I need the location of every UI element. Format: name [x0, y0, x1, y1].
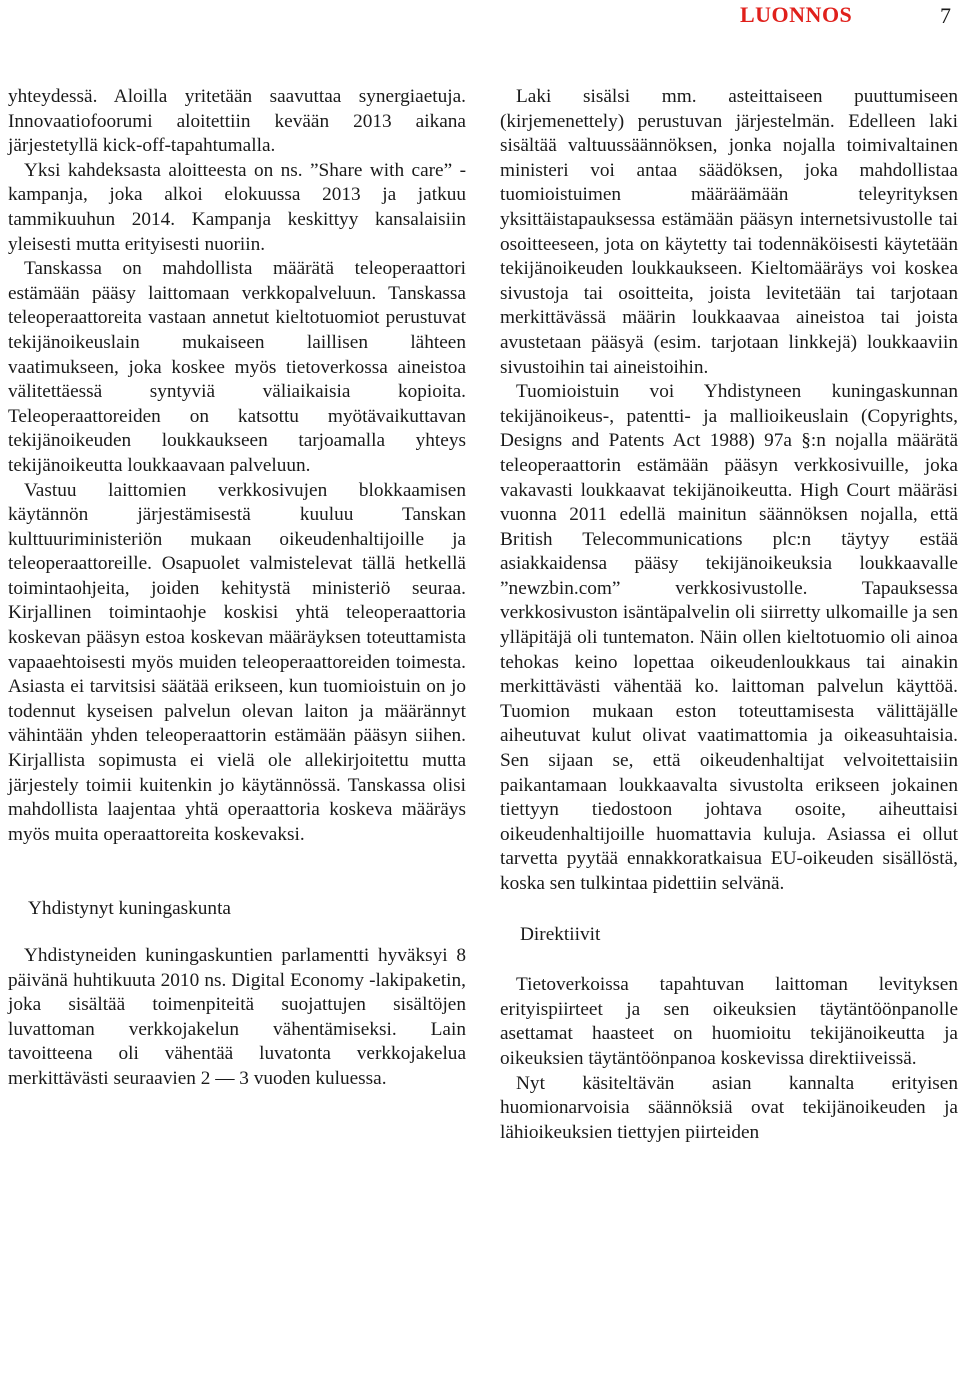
page-header: [0, 0, 960, 30]
paragraph: yhteydessä. Aloilla yritetään saavuttaa synergiaetuja. Innovaatiofoorumi aloitettiin kevään 2013 aikana järjestetyllä kick-off-tapahtumalla.: [8, 86, 466, 157]
draft-label: LUONNOS: [740, 2, 853, 27]
paragraph: Tietoverkoissa tapahtuvan laittoman levityksen erityispiirteet ja sen oikeuksien täytäntöönpanolle asettamat haasteet on huomioitu tekijänoikeutta ja oikeuksien täytäntöönpanoa koskevissa direktiiveissä.: [500, 974, 958, 1069]
right-column: [500, 85, 958, 1145]
paragraph: Yksi kahdeksasta aloitteesta on ns. ”Share with care” - kampanja, joka alkoi elokuussa 2013 ja jatkuu tammikuuhun 2014. Kampanja keskittyy kansalaisiin yleisesti mutta erityisesti nuoriin.: [8, 159, 466, 255]
paragraph: Tuomioistuin voi Yhdistyneen kuningaskunnan tekijänoikeus-, patentti- ja mallioikeuslain (Copyrights, Designs and Patents Act 1988) 97a §:n nojalla määrätä teleoperaattorin estämään pääsyn verkkosivuille, joka vakavasti loukkaavat tekijänoikeutta. High Court määräsi vuonna 2011 edellä mainitun säännöksen nojalla, että British Telecommunications plc:n täytyy estää asiakkaidensa pääsy tekijänoikeuksia loukkaavalle ”newzbin.com” verkkosivustolle. Tapauksessa verkkosivuston isäntäpalvelin oli siirretty ulkomaille ja sen ylläpitäjä oli tuntematon. Näin ollen kieltotuomio oli ainoa tehokas keino lopettaa oikeudenloukkaus tai ainakin merkittävästi vähentää ko. laittoman palvelun käyttöä. Tuomion mukaan eston toteuttamisesta välittäjälle aiheutuvat kulut olivat vaatimattomia ja oikeasuhtaisia. Sen sijaan se, että oikeudenhaltijat velvoitettaisiin paikantamaan loukkaavalta sivustolta erikseen jokainen tiettyyn tiedostoon johtava osoite, aiheuttaisi oikeudenhaltijoille huomattavia kuluja. Asiassa ei ollut tarvetta pyytää ennakkoratkaisua EU-oikeuden sisällöstä, koska sen tulkintaa pidettiin selvänä.: [500, 381, 958, 894]
paragraph: Yhdistyneiden kuningaskuntien parlamentti hyväksyi 8 päivänä huhtikuuta 2010 ns. Digital Economy -lakipaketin, joka sisältää toimenpiteitä suojattujen sisältöjen luvattoman verkkojakelun vähentämiseksi. Lain tavoitteena oli vähentää luvatonta verkkojakelua merkittävästi seuraavien 2 — 3 vuoden kuluessa.: [8, 945, 466, 1089]
left-column: [8, 85, 466, 1092]
section-heading: Direktiivit: [520, 923, 601, 945]
paragraph: Nyt käsiteltävän asian kannalta erityisen huomionarvoisia säännöksiä ovat tekijänoikeuden ja lähioikeuksien tiettyjen piirteiden: [500, 1072, 958, 1143]
page-number: 7: [940, 3, 951, 28]
paragraph: Tanskassa on mahdollista määrätä teleoperaattori estämään pääsy laittomaan verkkopalveluun. Tanskassa teleoperaattoreita vastaan annetut kieltotuomiot perustuvat tekijänoikeuslain mukaiseen laillisen lähteen vaatimukseen, joka koskee myös tietoverkossa aineistoa välitettäessä syntyviä väliaikaisia kopioita. Teleoperaattoreiden on katsottu myötävaikuttavan tekijänoikeuden loukkaukseen tarjoamalla yhteys tekijänoikeutta loukkaavaan palveluun.: [8, 258, 466, 476]
paragraph: Laki sisälsi mm. asteittaiseen puuttumiseen (kirjemenettely) perustuvan järjestelmän. Edelleen laki sisältää valtuussäännöksen, jonka nojalla toimivaltainen ministeri voi antaa säädöksen, joka mahdollistaa tuomioistuimen määräämään teleyrityksen yksittäistapauksessa estämään pääsyn internetsivustolle tai osoitteeseen, jota on käytetty tai todennäköisesti käytetään tekijänoikeuden loukkaukseen. Kieltomääräys voi koskea sivustoja tai osoitteita, joista levitetään tai tarjotaan merkittävässä määrin loukkaavaa aineistoa tai joista avustetaan pääsyä (esim. tarjotaan linkkejä) loukkaaviin sivustoihin tai aineistoihin.: [500, 86, 958, 378]
paragraph: Vastuu laittomien verkkosivujen blokkaamisen käytännön järjestämisestä kuuluu Tanskan kulttuuriministeriön mukaan oikeudenhaltijoille ja teleoperaattoreille. Osapuolet valmistelevat tällä hetkellä toimintaohjeita, joiden kehitystä ministeriö seuraa. Kirjallinen toimintaohje koskisi yhtä teleoperaattoria koskevan pääsyn estoa koskevan määräyksen toteuttamista vapaaehtoisesti myös muiden teleoperaattoreiden toimesta. Asiasta ei tarvitsisi säätää erikseen, kun tuomioistuin on jo todennut kyseisen palvelun olevan laiton ja määrännyt vähintään yhden teleoperaattorin estämään pääsyn siihen. Kirjallista sopimusta ei vielä ole allekirjoitettu mutta järjestely toimii kuitenkin jo käytännössä. Tanskassa olisi mahdollista laajentaa yhtä operaattoria koskeva määräys myös muita operaattoreita koskevaksi.: [8, 479, 466, 845]
section-heading: Yhdistynyt kuningaskunta: [28, 898, 231, 920]
